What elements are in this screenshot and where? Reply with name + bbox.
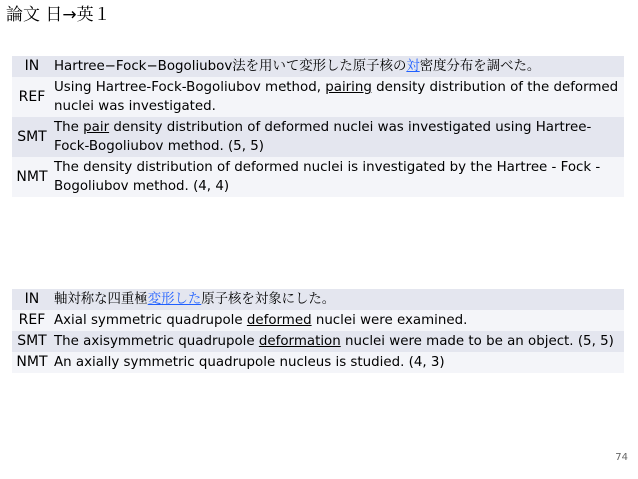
row-ref bbox=[12, 310, 624, 331]
row-in bbox=[12, 289, 624, 310]
text-segment: deformed bbox=[246, 313, 312, 328]
example-table-2 bbox=[12, 289, 624, 373]
row-ref bbox=[12, 77, 624, 117]
text-segment: 軸対称な四重極 bbox=[53, 292, 148, 307]
text-segment: pairing bbox=[325, 80, 372, 95]
text-segment: 変形した bbox=[147, 292, 202, 307]
text-segment: 対 bbox=[406, 59, 420, 74]
text-segment: The density distribution of deformed nuclei is investigated by the Hartree - Fock - Bogoliubov method. (4, 4) bbox=[53, 160, 601, 194]
row-tag: IN bbox=[12, 56, 54, 77]
row-tag: NMT bbox=[12, 157, 54, 197]
text-segment: nuclei were made to be an object. (5, 5) bbox=[340, 334, 614, 349]
row-text bbox=[54, 310, 624, 331]
row-text bbox=[54, 77, 624, 117]
row-nmt bbox=[12, 157, 624, 197]
text-segment: pair bbox=[83, 120, 110, 135]
row-tag: NMT bbox=[12, 352, 54, 373]
example-table-1 bbox=[12, 56, 624, 197]
slide-title: 論文 日→英１ bbox=[6, 5, 111, 25]
text-segment: 原子核を対象にした。 bbox=[201, 292, 336, 307]
row-text bbox=[54, 352, 624, 373]
row-text bbox=[54, 56, 624, 77]
text-segment: Hartree−Fock−Bogoliubov法を用いて変形した原子核の bbox=[53, 59, 407, 74]
row-text bbox=[54, 331, 624, 352]
text-segment: 密度分布を調べた。 bbox=[419, 59, 541, 74]
row-smt bbox=[12, 331, 624, 352]
text-segment: nuclei were examined. bbox=[311, 313, 468, 328]
page-number: 74 bbox=[615, 452, 628, 463]
row-tag: SMT bbox=[12, 331, 54, 352]
row-tag: SMT bbox=[12, 117, 54, 157]
text-segment: Using Hartree-Fock-Bogoliubov method, bbox=[53, 80, 326, 95]
row-tag: REF bbox=[12, 77, 54, 117]
text-segment: density distribution of the deformed nuclei was investigated. bbox=[53, 80, 619, 114]
row-in bbox=[12, 56, 624, 77]
text-segment: An axially symmetric quadrupole nucleus is studied. (4, 3) bbox=[53, 355, 445, 370]
row-tag: IN bbox=[12, 289, 54, 310]
row-smt bbox=[12, 117, 624, 157]
row-text bbox=[54, 289, 624, 310]
text-segment: Axial symmetric quadrupole bbox=[53, 313, 247, 328]
text-segment: deformation bbox=[258, 334, 341, 349]
row-tag: REF bbox=[12, 310, 54, 331]
text-segment: The axisymmetric quadrupole bbox=[53, 334, 259, 349]
row-text bbox=[54, 117, 624, 157]
text-segment: density distribution of deformed nuclei was investigated using Hartree-Fock-Bogoliubov method. (5, 5) bbox=[53, 120, 592, 154]
row-nmt bbox=[12, 352, 624, 373]
text-segment: The bbox=[53, 120, 84, 135]
row-text bbox=[54, 157, 624, 197]
